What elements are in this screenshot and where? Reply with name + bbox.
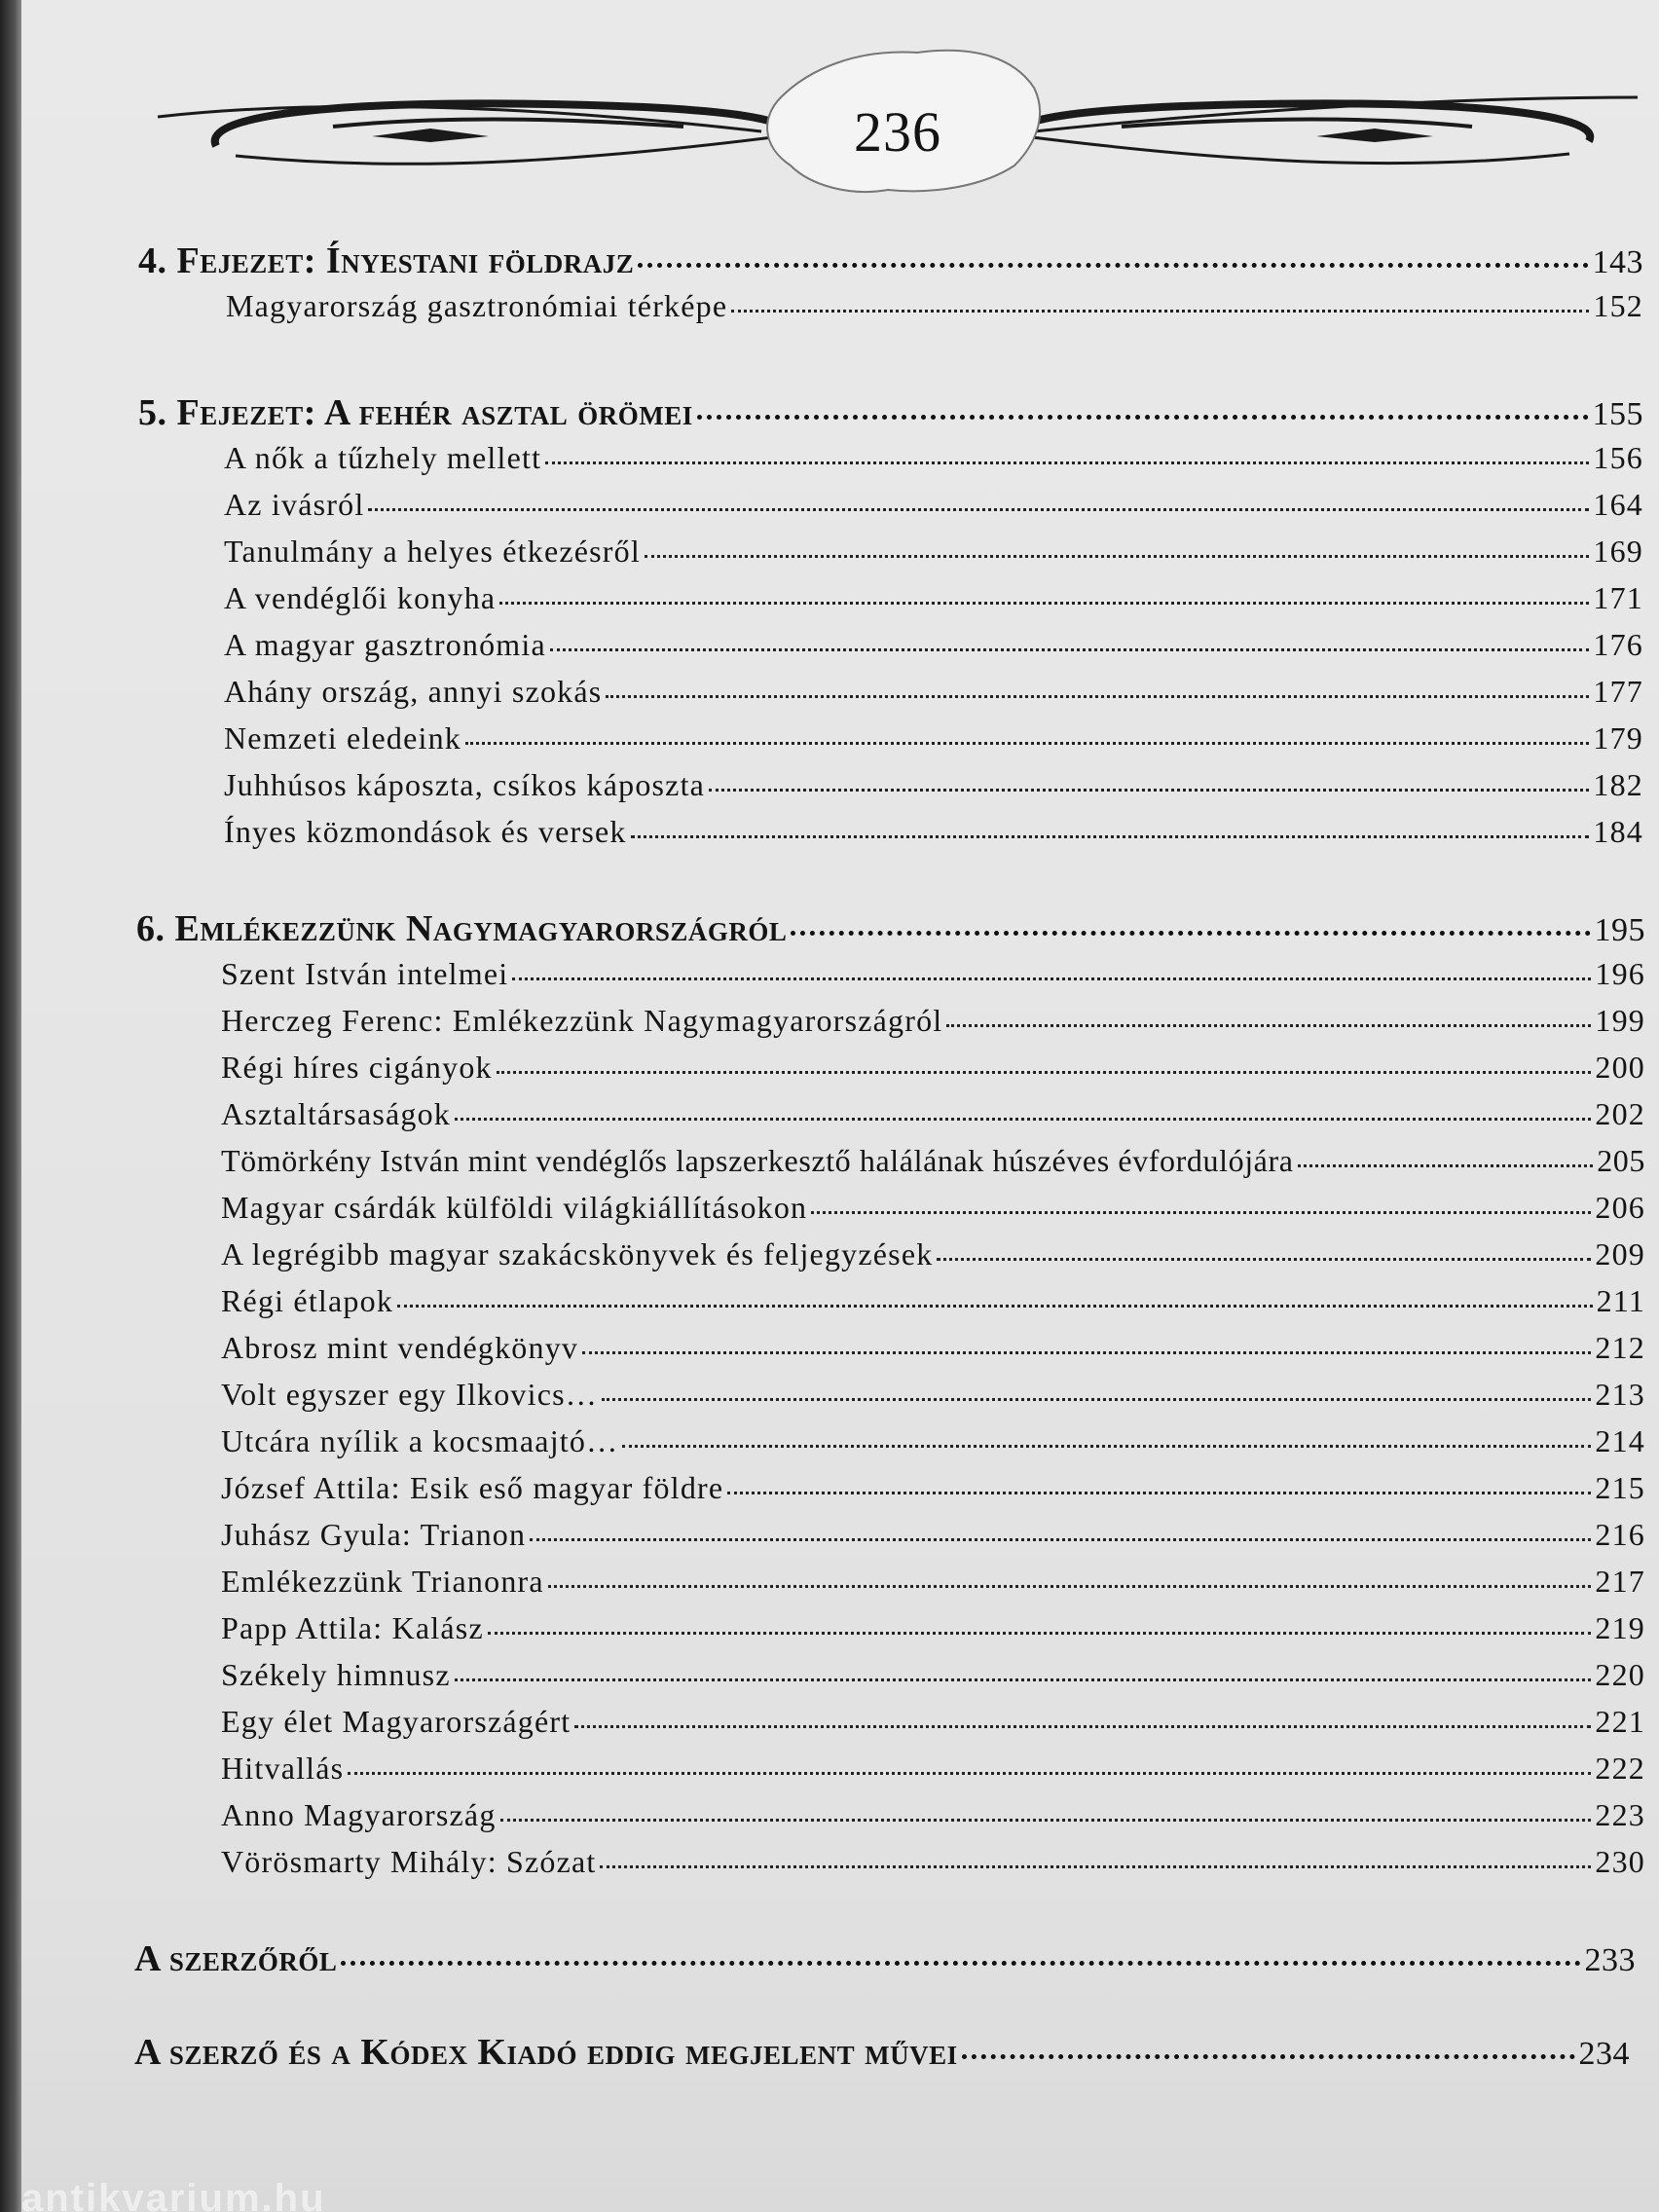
toc-entry-title: A magyar gasztronómia <box>224 627 546 662</box>
toc-entry-page: 220 <box>1595 1657 1645 1692</box>
toc-entry <box>221 1610 1645 1646</box>
toc-entry-page: 196 <box>1595 956 1645 991</box>
toc-entry-title: Ahány ország, annyi szokás <box>224 674 603 709</box>
toc-chapter-page: 234 <box>1578 2036 1630 2072</box>
toc-entry-page: 171 <box>1593 580 1643 615</box>
toc-entry <box>221 1844 1645 1880</box>
dot-leader <box>622 1445 1591 1448</box>
toc-entry-title: Hitvallás <box>221 1751 345 1786</box>
toc-entry-title: Magyar csárdák külföldi világkiállításokon <box>221 1190 808 1225</box>
toc-entry-page: 176 <box>1593 627 1643 662</box>
toc-entry <box>221 1470 1645 1506</box>
toc-chapter-page: 195 <box>1594 912 1645 948</box>
toc-chapter-page: 143 <box>1592 244 1643 280</box>
toc-entry-page: 156 <box>1593 440 1643 475</box>
toc-chapter-title: 4. Fejezet: Ínyestani földrajz <box>138 240 635 281</box>
table-of-contents <box>21 0 1659 2212</box>
dot-leader <box>500 1819 1592 1822</box>
page-number: 236 <box>854 100 941 164</box>
toc-entry <box>221 1751 1645 1787</box>
toc-entry-title: Abrosz mint vendégkönyv <box>221 1330 579 1365</box>
dot-leader <box>602 1398 1591 1401</box>
dot-leader <box>631 835 1590 838</box>
dot-leader <box>937 1258 1591 1261</box>
toc-entry-page: 221 <box>1595 1704 1645 1739</box>
toc-chapter-title: A szerző és a Kódex Kiadó eddig megjelent művei <box>134 2032 958 2073</box>
toc-chapter <box>134 1937 1636 1980</box>
toc-chapter <box>136 907 1645 950</box>
toc-entry-page: 169 <box>1593 534 1643 569</box>
toc-entry <box>221 1330 1645 1366</box>
dot-leader <box>455 1678 1592 1681</box>
toc-chapter <box>138 391 1643 434</box>
toc-entry-page: 179 <box>1593 720 1643 756</box>
toc-entry-page: 177 <box>1593 674 1643 709</box>
toc-entry-title: Utcára nyílik a kocsmaajtó… <box>221 1423 619 1458</box>
toc-entry <box>226 288 1643 324</box>
toc-entry <box>221 1517 1645 1553</box>
toc-entry <box>221 1377 1645 1413</box>
toc-entry-page: 205 <box>1597 1143 1645 1178</box>
dot-leader <box>497 1071 1592 1074</box>
toc-entry-title: Nemzeti eledeink <box>224 720 461 756</box>
dot-leader <box>548 1585 1592 1588</box>
dot-leader <box>499 602 1589 605</box>
toc-entry-title: A legrégibb magyar szakácskönyvek és feljegyzések <box>221 1236 934 1272</box>
toc-entry-title: Tömörkény István mint vendéglős lapszerkesztő halálának húszéves évfordulójára <box>221 1143 1294 1178</box>
toc-chapter-title: A szerzőről <box>134 1938 338 1979</box>
toc-entry <box>221 1657 1645 1693</box>
dot-leader <box>697 415 1589 420</box>
toc-entry-page: 152 <box>1593 288 1643 323</box>
dot-leader <box>731 310 1589 313</box>
toc-entry-page: 222 <box>1595 1751 1645 1786</box>
toc-entry-title: Emlékezzünk Trianonra <box>221 1564 544 1599</box>
toc-entry <box>221 1003 1645 1039</box>
toc-entry <box>221 1704 1645 1740</box>
toc-entry <box>224 627 1643 663</box>
toc-entry-page: 200 <box>1595 1050 1645 1085</box>
dot-leader <box>638 263 1588 268</box>
dot-leader <box>341 1961 1580 1966</box>
toc-entry <box>221 1190 1645 1226</box>
toc-entry-page: 219 <box>1595 1610 1645 1645</box>
toc-entry <box>221 1236 1645 1272</box>
toc-entry-title: Magyarország gasztronómiai térképe <box>226 288 728 323</box>
toc-entry-title: Az ivásról <box>224 487 365 522</box>
dot-leader <box>582 1351 1591 1354</box>
toc-entry-page: 184 <box>1593 814 1643 849</box>
toc-entry-title: Papp Attila: Kalász <box>221 1610 484 1645</box>
toc-entry <box>221 1096 1645 1132</box>
toc-entry-title: József Attila: Esik eső magyar földre <box>221 1470 724 1505</box>
toc-entry-page: 230 <box>1595 1844 1645 1879</box>
dot-leader <box>397 1305 1593 1308</box>
toc-entry <box>224 440 1643 476</box>
dot-leader <box>645 555 1589 558</box>
toc-entry <box>221 1564 1645 1600</box>
toc-entry <box>224 814 1643 850</box>
toc-entry-title: Szent István intelmei <box>221 956 509 991</box>
dot-leader <box>545 461 1589 464</box>
dot-leader <box>962 2054 1575 2059</box>
toc-entry <box>224 487 1643 523</box>
toc-entry-page: 199 <box>1595 1003 1645 1038</box>
toc-chapter-page: 155 <box>1592 396 1643 432</box>
toc-entry-title: Volt egyszer egy Ilkovics… <box>221 1377 598 1412</box>
toc-entry <box>221 1050 1645 1086</box>
toc-entry <box>221 956 1645 992</box>
dot-leader <box>465 742 1589 745</box>
toc-chapter-page: 233 <box>1584 1942 1636 1978</box>
dot-leader <box>709 789 1589 792</box>
dot-leader <box>550 648 1590 651</box>
toc-chapter <box>134 2031 1630 2074</box>
toc-entry-title: Székely himnusz <box>221 1657 451 1692</box>
toc-entry-page: 164 <box>1593 487 1643 522</box>
toc-entry <box>224 720 1643 756</box>
toc-entry <box>221 1797 1645 1833</box>
toc-entry <box>224 534 1643 570</box>
dot-leader <box>512 977 1591 980</box>
dot-leader <box>946 1024 1591 1027</box>
book-spine-shadow <box>0 0 21 2212</box>
toc-entry <box>221 1143 1645 1179</box>
dot-leader <box>368 508 1589 511</box>
toc-entry <box>224 674 1643 710</box>
toc-chapter-title: 5. Fejezet: A fehér asztal örömei <box>138 392 693 433</box>
toc-entry-page: 213 <box>1595 1377 1645 1412</box>
toc-entry-page: 209 <box>1595 1236 1645 1272</box>
toc-entry-title: Juhász Gyula: Trianon <box>221 1517 527 1552</box>
toc-entry-title: Herczeg Ferenc: Emlékezzünk Nagymagyarországról <box>221 1003 943 1038</box>
dot-leader <box>530 1538 1591 1541</box>
toc-entry-title: Régi étlapok <box>221 1283 394 1318</box>
toc-entry-page: 216 <box>1595 1517 1645 1552</box>
dot-leader <box>455 1118 1591 1121</box>
dot-leader <box>1298 1164 1594 1167</box>
dot-leader <box>600 1865 1591 1868</box>
toc-entry <box>224 580 1643 616</box>
toc-entry-title: Tanulmány a helyes étkezésről <box>224 534 641 569</box>
toc-entry-title: Egy élet Magyarországért <box>221 1704 571 1739</box>
dot-leader <box>574 1725 1591 1728</box>
toc-entry-page: 182 <box>1593 767 1643 802</box>
toc-entry-title: Anno Magyarország <box>221 1797 497 1832</box>
toc-entry <box>224 767 1643 803</box>
dot-leader <box>606 695 1589 698</box>
dot-leader <box>791 931 1590 936</box>
toc-entry-title: A vendéglői konyha <box>224 580 497 615</box>
dot-leader <box>811 1211 1591 1214</box>
toc-chapter-title: 6. Emlékezzünk Nagymagyarországról <box>136 908 788 949</box>
watermark: antikvarium.hu <box>21 2177 326 2212</box>
toc-entry-page: 214 <box>1595 1423 1645 1458</box>
dot-leader <box>348 1772 1591 1775</box>
toc-entry-page: 215 <box>1595 1470 1645 1505</box>
toc-entry <box>221 1283 1645 1319</box>
dot-leader <box>488 1632 1592 1635</box>
toc-entry-page: 202 <box>1595 1096 1645 1131</box>
book-page <box>21 0 1659 2212</box>
toc-entry-page: 223 <box>1595 1797 1645 1832</box>
toc-entry-title: A nők a tűzhely mellett <box>224 440 542 475</box>
toc-entry-title: Asztaltársaságok <box>221 1096 452 1131</box>
toc-entry <box>221 1423 1645 1459</box>
toc-chapter <box>138 240 1643 282</box>
toc-entry-title: Vörösmarty Mihály: Szózat <box>221 1844 597 1879</box>
toc-entry-page: 212 <box>1595 1330 1645 1365</box>
toc-entry-page: 217 <box>1595 1564 1645 1599</box>
dot-leader <box>727 1492 1591 1494</box>
toc-entry-page: 211 <box>1596 1283 1645 1318</box>
toc-entry-title: Régi híres cigányok <box>221 1050 493 1085</box>
toc-entry-title: Juhhúsos káposzta, csíkos káposzta <box>224 767 706 802</box>
toc-entry-title: Ínyes közmondások és versek <box>224 814 627 849</box>
toc-entry-page: 206 <box>1595 1190 1645 1225</box>
